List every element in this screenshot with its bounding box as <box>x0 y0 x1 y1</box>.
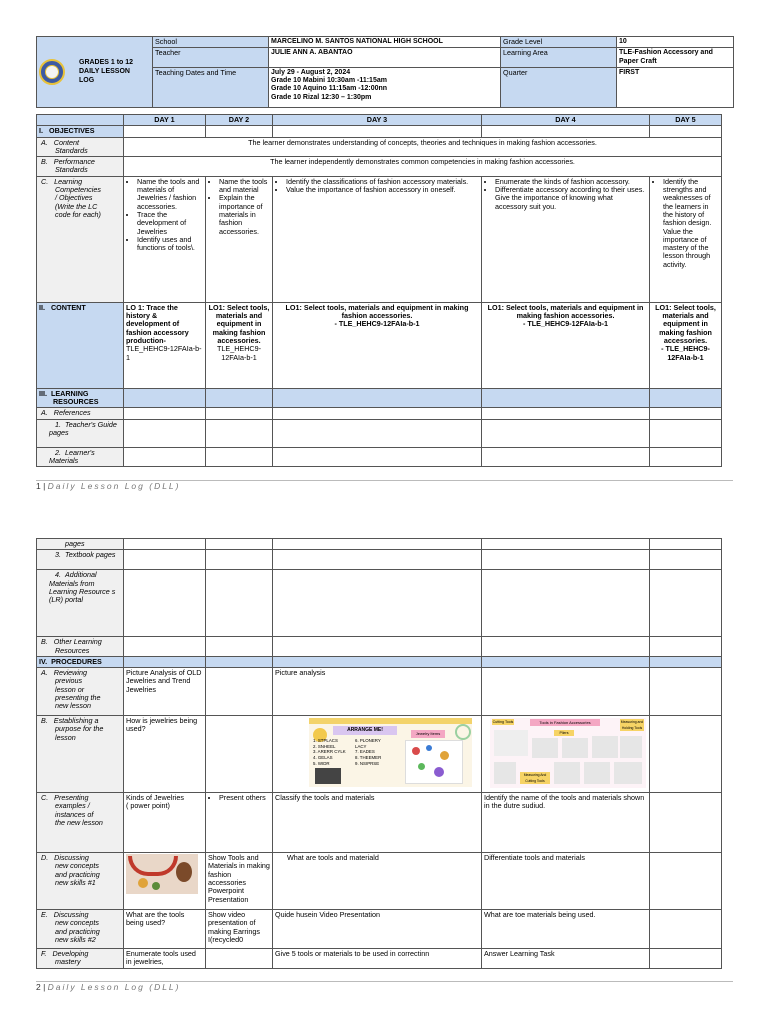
proc-c-day3: Classify the tools and materials <box>273 793 482 853</box>
list-item: 8. THEEMER <box>355 754 382 760</box>
content-day1-text: LO 1: Trace the history & development of fashion accessory production- <box>126 302 189 345</box>
list-item: • Value the importance of fashion accessory in oneself. <box>286 186 479 194</box>
list-item: • Trace the development of Jewelries <box>137 211 203 236</box>
procedures-heading: IV. PROCEDURES <box>37 656 124 667</box>
proc-a-day3: Picture analysis <box>273 668 482 716</box>
competencies-day2 <box>206 176 273 302</box>
list-item: • Name the tools and materials of Jewelries / fashion accessories. <box>137 178 203 211</box>
grade-level-value: 10 <box>617 37 734 48</box>
proc-c-day2 <box>206 793 273 853</box>
footer-page-2 <box>36 982 181 992</box>
content-standards-text: The learner demonstrates understanding of concepts, theories and techniques in making fashion accessories. <box>124 137 722 157</box>
dates-label: Teaching Dates and Time <box>153 67 269 107</box>
learning-resources-heading: III. LEARNING RESOURCES <box>37 388 124 408</box>
teacher-label: Teacher <box>153 48 269 68</box>
list-item: • Identify uses and functions of tools\. <box>137 236 203 253</box>
quarter-value: FIRST <box>617 67 734 107</box>
performance-standards-text: The learner independently demonstrates common competencies in making fashion accessories. <box>124 157 722 177</box>
competencies-day5 <box>650 176 722 302</box>
slide-title: Tools in Fashion Accessories <box>530 719 600 726</box>
list-item: • Explain the importance of materials in fashion accessories. <box>219 194 270 235</box>
proc-c-day4: Identify the name of the tools and materials shown in the dutre sudiud. <box>482 793 650 853</box>
proc-b-day1: How is jewelries being used? <box>124 716 206 793</box>
footer-separator: | <box>40 982 48 992</box>
list-item: 9. NSIPRSE <box>355 760 380 766</box>
slide-tag: Measuring And Cutting Tools <box>520 772 550 784</box>
proc-a-day1: Picture Analysis of OLD Jewelries and Trend Jewelries <box>124 668 206 716</box>
performance-standards-label: B. Performance Standards <box>37 157 124 177</box>
content-day2 <box>206 302 273 388</box>
proc-d-day2: Show Tools and Materials in making fashion accessories Powerpoint Presentation <box>206 853 273 910</box>
slide-tag: Jewelry Items <box>411 730 445 738</box>
school-value: MARCELINO M. SANTOS NATIONAL HIGH SCHOOL <box>269 37 501 48</box>
grades-title: GRADES 1 to 12 DAILY LESSON LOG <box>79 59 134 85</box>
content-day2-code: TLE_HEHC9-12FAIa-b-1 <box>217 344 261 362</box>
proc-e-label: E. Discussing new concepts and practicing new skills #2 <box>37 910 124 949</box>
textbook-text: Textbook pages <box>65 550 116 560</box>
dates-value: July 29 - August 2, 2024 Grade 10 Mabini 10:30am -11:15am Grade 10 Aquino 11:15am -12:00nn Grade 10 Rizal 12:30 – 1:30pm <box>269 67 501 107</box>
grades-title-cell <box>37 37 153 108</box>
page-number: 2 <box>36 982 41 992</box>
competencies-day3 <box>273 176 482 302</box>
proc-f-day3: Give 5 tools or materials to be used in correctinn <box>273 949 482 969</box>
content-day5: LO1: Select tools, materials and equipment in making fashion accessories. - TLE_HEHC9-12FAIa-b-1 <box>650 302 722 388</box>
proc-f-day1: Enumerate tools used in jewelries, <box>124 949 206 969</box>
proc-f-day4: Answer Learning Task <box>482 949 650 969</box>
learners-materials-label: 2. Learner's Materials <box>37 447 124 467</box>
footer-page-1 <box>36 481 181 491</box>
content-standards-label: A. Content Standards <box>37 137 124 157</box>
list-item: 1. STPLACS <box>313 738 338 744</box>
list-item: 4. GELAS <box>313 754 333 760</box>
proc-b-label: B. Establishing a purpose for the lesson <box>37 716 124 793</box>
lesson-log-table-page-1 <box>36 114 722 467</box>
day1-header: DAY 1 <box>124 115 206 126</box>
page-number: 1 <box>36 481 41 491</box>
arrange-me-slide-image <box>309 718 472 787</box>
footer-title: Daily Lesson Log (DLL) <box>47 982 181 992</box>
proc-d-day3: What are tools and materiald <box>273 853 482 910</box>
proc-d-day4: Differentiate tools and materials <box>482 853 650 910</box>
corner-cell <box>37 115 124 126</box>
teacher-value: JULIE ANN A. ABANTAO <box>269 48 501 68</box>
learning-area-value: TLE-Fashion Accessory and Paper Craft <box>617 48 734 68</box>
list-item: • Identify the strengths and weaknesses of the learners in the history of fashion design. <box>663 178 719 228</box>
list-item: • Differentiate accessory according to their uses. <box>495 186 647 194</box>
additional-materials-text: Additional Materials from Learning Resource s (LR) portal <box>49 570 116 605</box>
day4-header: DAY 4 <box>482 115 650 126</box>
competencies-day1 <box>124 176 206 302</box>
competencies-day4 <box>482 176 650 302</box>
list-item: 5. WIDR <box>313 760 330 766</box>
day2-header: DAY 2 <box>206 115 273 126</box>
lesson-log-table-page-2 <box>36 538 722 969</box>
content-heading: II. CONTENT <box>37 302 124 388</box>
content-day1-code: TLE_HEHC9-12FAIa-b-1 <box>126 344 202 362</box>
proc-c-day1: Kinds of Jewelries ( power point) <box>124 793 206 853</box>
references-label: A. References <box>37 408 124 419</box>
day5-header: DAY 5 <box>650 115 722 126</box>
proc-f-label: F. Developing mastery <box>37 949 124 969</box>
list-item: • Present others <box>219 794 270 802</box>
additional-materials-label: 4. Additional Materials from Learning Resource s (LR) portal <box>37 570 124 637</box>
proc-b-day3 <box>273 716 482 793</box>
list-item: 6. PLONERY LACY <box>355 738 381 749</box>
list-item: 3. ARERR CYLK <box>313 749 346 755</box>
quarter-label: Quarter <box>501 67 617 107</box>
school-label: School <box>153 37 269 48</box>
textbook-label: 3. Textbook pages <box>37 550 124 570</box>
content-day2-text: LO1: Select tools, materials and equipment in making fashion accessories. <box>208 302 270 345</box>
learners-materials-cont-text: pages <box>65 539 85 548</box>
slide-title: ARRANGE ME! <box>333 726 397 735</box>
proc-e-day4: What are toe materials being used. <box>482 910 650 949</box>
learners-materials-text: Learner's Materials <box>49 447 95 465</box>
day4-note: Give the importance of knowing what accessory suit you. <box>495 193 613 211</box>
content-day4: LO1: Select tools, materials and equipment in making fashion accessories. - TLE_HEHC9-12FAIa-b-1 <box>482 302 650 388</box>
jewelry-photo-image <box>126 854 198 894</box>
day3-header: DAY 3 <box>273 115 482 126</box>
tools-slide-image <box>490 718 646 788</box>
slide-tag: Measuring and Holding Tools <box>620 720 644 731</box>
proc-e-day1: What are the tools being used? <box>124 910 206 949</box>
proc-c-label: C. Presenting examples / instances of the new lesson <box>37 793 124 853</box>
teachers-guide-text: Teacher's Guide pages <box>49 419 117 437</box>
footer-separator: | <box>40 481 48 491</box>
deped-seal-icon <box>39 59 65 85</box>
proc-a-label: A. Reviewing previous lesson or presenting the new lesson <box>37 668 124 716</box>
competencies-label: C. Learning Competencies / Objectives (Write the LC code for each) <box>37 176 124 302</box>
content-day3: LO1: Select tools, materials and equipment in making fashion accessories. - TLE_HEHC9-12FAIa-b-1 <box>273 302 482 388</box>
proc-e-day2: Show video presentation of making Earrings I(recycled0 <box>206 910 273 949</box>
list-item: 2. SNHEEL <box>313 743 336 749</box>
footer-title: Daily Lesson Log (DLL) <box>47 481 181 491</box>
learning-area-label: Learning Area <box>501 48 617 68</box>
slide-tag: Cutting Tools <box>492 720 514 725</box>
teachers-guide-label: 1. Teacher's Guide pages <box>37 419 124 447</box>
proc-e-day3: Quide husein Video Presentation <box>273 910 482 949</box>
day5-note: Value the importance of mastery of the lesson through activity. <box>663 226 711 269</box>
list-item: 7. EADES <box>355 749 375 755</box>
objectives-heading: I. OBJECTIVES <box>37 126 124 137</box>
learners-materials-cont <box>37 539 124 550</box>
proc-d-day1 <box>124 853 206 910</box>
list-item: • Name the tools and material <box>219 178 270 195</box>
proc-b-day4 <box>482 716 650 793</box>
slide-tag: Pliers <box>554 730 574 736</box>
other-resources-label: B. Other Learning Resources <box>37 637 124 657</box>
list-item: • Enumerate the kinds of fashion accessory. <box>495 178 647 186</box>
header-table <box>36 36 734 108</box>
grade-level-label: Grade Level <box>501 37 617 48</box>
content-day1 <box>124 302 206 388</box>
list-item: • Identify the classifications of fashion accessory materials. <box>286 178 479 186</box>
proc-d-label: D. Discussing new concepts and practicing new skills #1 <box>37 853 124 910</box>
